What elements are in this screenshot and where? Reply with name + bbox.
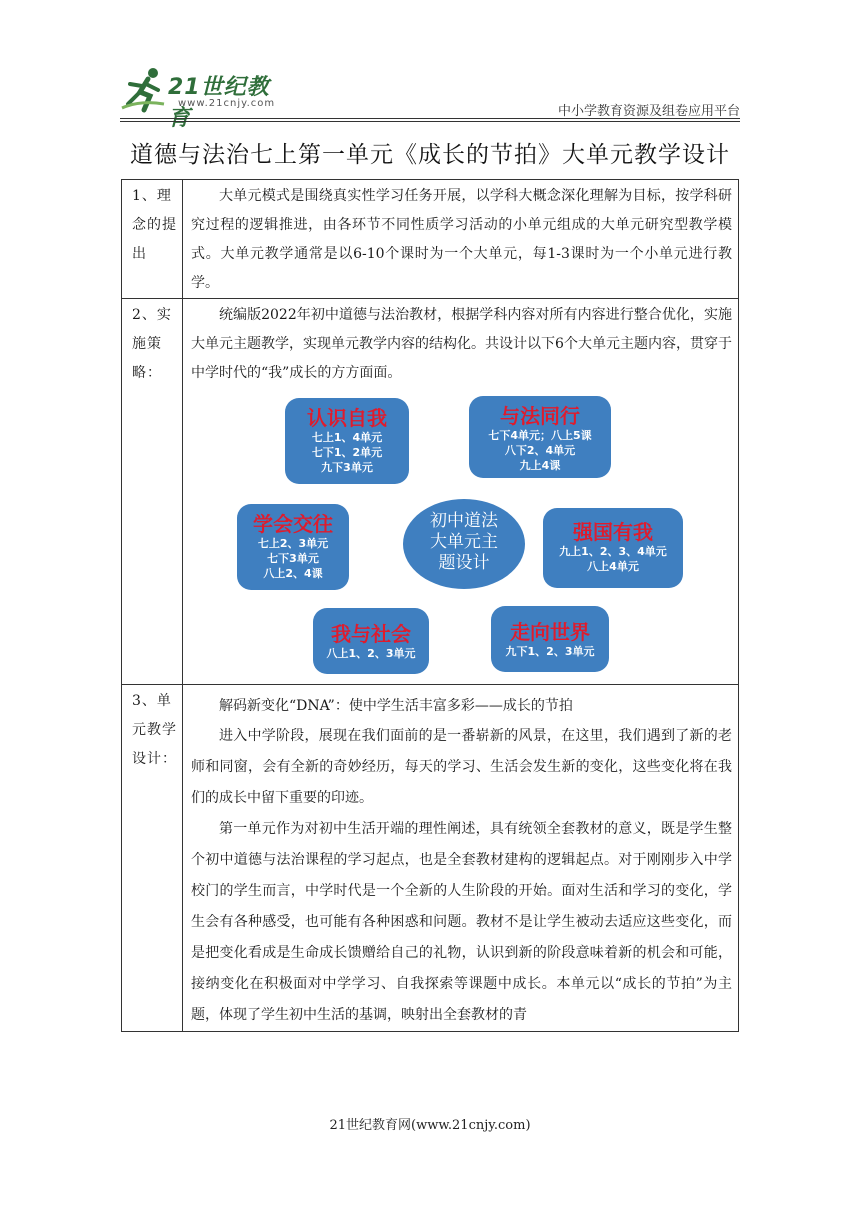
theme-box <box>237 504 349 590</box>
row-label: 1、理念的提出 <box>122 180 183 299</box>
center-line: 初中道法 <box>430 511 498 531</box>
document-title: 道德与法治七上第一单元《成长的节拍》大单元教学设计 <box>130 142 730 168</box>
center-line: 题设计 <box>438 553 490 573</box>
paragraph: 解码新变化“DNA”：使中学生活丰富多彩——成长的节拍 <box>219 698 573 714</box>
row-content <box>183 685 739 1032</box>
theme-title: 认识自我 <box>307 406 387 430</box>
paragraph: 大单元模式是围绕真实性学习任务开展，以学科大概念深化理解为目标，按学科研究过程的逻辑推进，由各环节不同性质学习活动的小单元组成的大单元研究型教学模式。大单元教学通常是以6-10个课时为一个大单元，每1-3课时为一个小单元进行教学。 <box>191 188 732 291</box>
theme-line: 七上1、4单元 <box>311 431 383 444</box>
page-footer: 21世纪教育网(www.21cnjy.com) <box>329 1118 531 1133</box>
theme-title: 强国有我 <box>573 520 653 544</box>
theme-line: 九上1、2、3、4单元 <box>559 545 667 558</box>
paragraph: 第一单元作为对初中生活开端的理性阐述，具有统领全套教材的意义，既是学生整个初中道德与法治课程的学习起点，也是全套教材建构的逻辑起点。对于刚刚步入中学校门的学生而言，中学时代是一个全新的人生阶段的开始。面对生活和学习的变化，学生会有各种感受，也可能有各种困惑和问题。教材不是让学生被动去适应这些变化，而是把变化看成是生命成长馈赠给自己的礼物，认识到新的阶段意味着新的机会和可能，接纳变化在积极面对中学学习、自我探索等课题中成长。本单元以“成长的节拍”为主题，体现了学生初中生活的基调，映射出全套教材的青 <box>191 821 732 1023</box>
center-line: 大单元主 <box>430 532 498 552</box>
theme-title: 学会交往 <box>253 512 333 536</box>
table-row <box>122 180 739 299</box>
table-row <box>122 299 739 685</box>
runner-icon <box>120 64 168 114</box>
theme-box <box>285 398 409 484</box>
site-logo <box>120 62 290 131</box>
design-table <box>121 179 739 1032</box>
row-content <box>183 299 739 685</box>
theme-line: 九下1、2、3单元 <box>505 645 595 658</box>
theme-line: 八上2、4课 <box>263 567 323 580</box>
header-rule <box>120 118 740 119</box>
center-theme-circle <box>403 499 525 589</box>
theme-line: 八上4单元 <box>587 560 639 573</box>
theme-box <box>469 396 611 478</box>
row-label: 3、单元教学设计： <box>122 685 183 1032</box>
unit-theme-diagram <box>237 396 687 676</box>
paragraph: 统编版2022年初中道德与法治教材，根据学科内容对所有内容进行整合优化，实施大单元主题教学，实现单元教学内容的结构化。共设计以下6个大单元主题内容，贯穿于中学时代的“我”成长的方方面面。 <box>191 307 732 381</box>
theme-box <box>313 608 429 674</box>
header-rule <box>120 121 740 122</box>
theme-line: 八下2、4单元 <box>504 444 576 457</box>
paragraph: 进入中学阶段，展现在我们面前的是一番崭新的风景，在这里，我们遇到了新的老师和同窗，会有全新的奇妙经历，每天的学习、生活会发生新的变化，这些变化将在我们的成长中留下重要的印迹。 <box>191 728 732 806</box>
table-row <box>122 685 739 1032</box>
theme-line: 九上4课 <box>519 459 561 472</box>
theme-box <box>491 606 609 672</box>
logo-text: 21世纪教育 <box>168 75 270 131</box>
logo-url: www.21cnjy.com <box>178 98 276 109</box>
theme-line: 七下1、2单元 <box>311 446 383 459</box>
theme-line: 八上1、2、3单元 <box>326 647 416 660</box>
theme-title: 走向世界 <box>510 620 590 644</box>
theme-line: 七下4单元；八上5课 <box>488 429 592 442</box>
theme-box <box>543 508 683 588</box>
page-header <box>120 62 740 131</box>
theme-title: 我与社会 <box>331 622 411 646</box>
theme-line: 七下3单元 <box>267 552 319 565</box>
theme-title: 与法同行 <box>500 404 580 428</box>
row-label: 2、实施策略： <box>122 299 183 685</box>
platform-name: 中小学教育资源及组卷应用平台 <box>557 104 740 119</box>
theme-line: 九下3单元 <box>321 461 373 474</box>
theme-line: 七上2、3单元 <box>257 537 329 550</box>
row-content <box>183 180 739 299</box>
